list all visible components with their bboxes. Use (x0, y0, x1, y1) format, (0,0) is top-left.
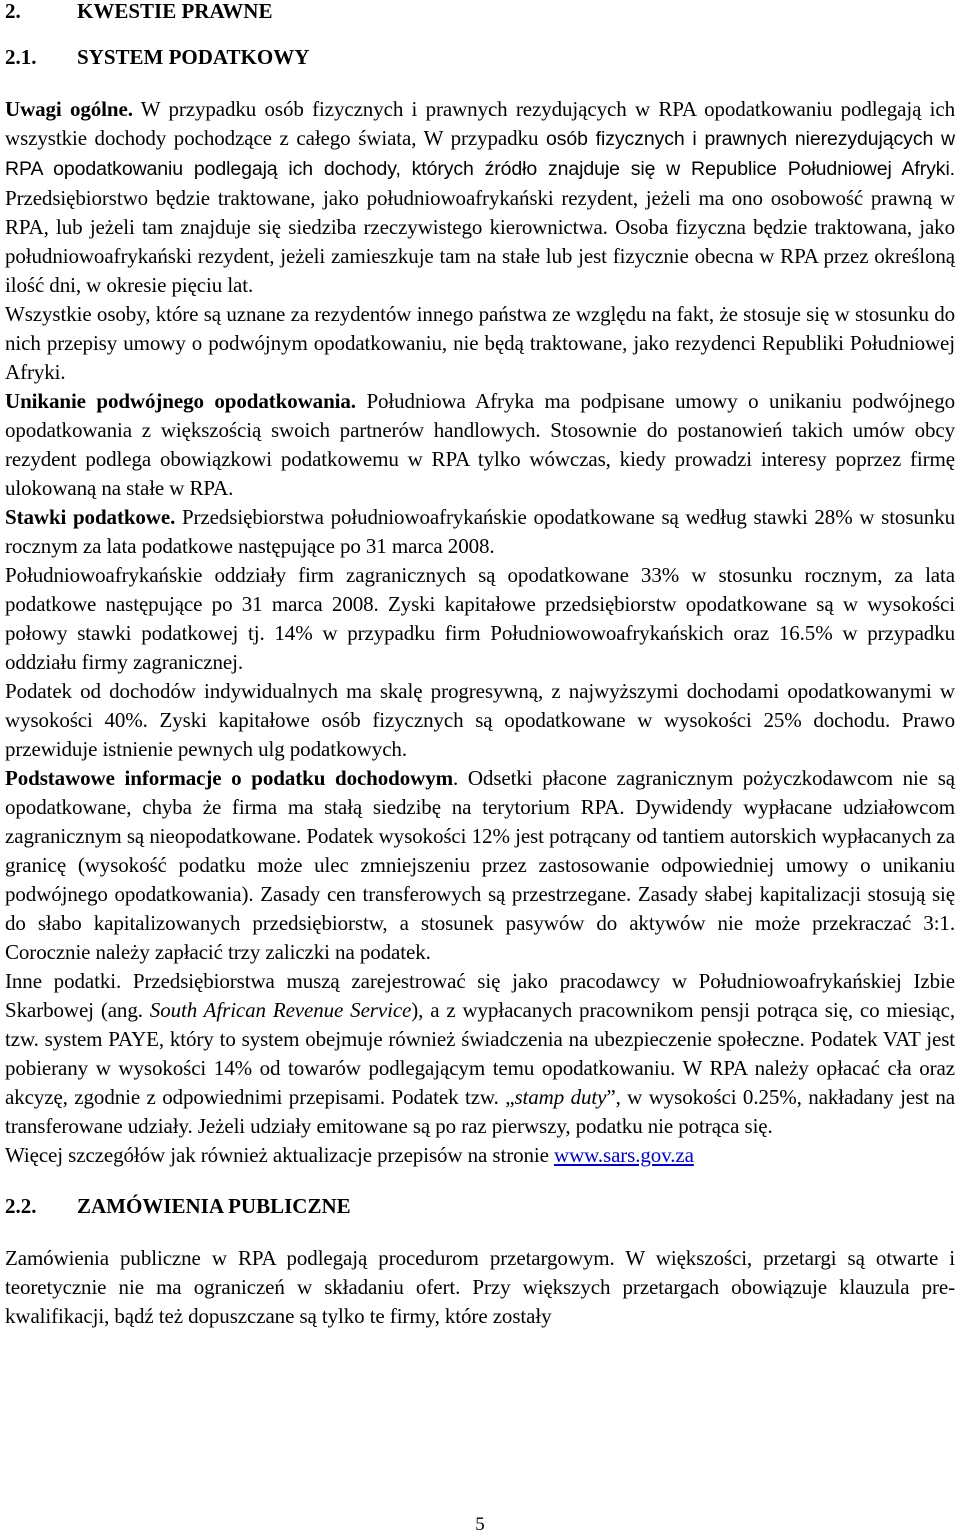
paragraph-income-tax: Podatek od dochodów indywidualnych ma skalę progresywną, z najwyższymi dochodami opodatkowanymi w wysokości 40%. Zyski kapitałowe osób fizycznych są opodatkowane w wysokości 25% dochodu. Prawo przewiduje istnienie pewnych ulg podatkowych. (5, 679, 955, 761)
basic-info-label: Podstawowe informacje o podatku dochodowym (5, 766, 454, 790)
general-text-4: Osoba fizyczna będzie traktowana, jako południowoafrykański rezydent, jeżeli zamieszkuje tam na stałe lub jest fizycznie obecna w RPA przez określoną ilość dni, w okresie pięciu lat. (5, 215, 955, 297)
section-number: 2.2. (5, 1194, 37, 1218)
other-taxes-text-3: ”, w wysokości 0.25%, nakładany jest na transferowane udziały. Jeżeli udziały emitowane są po raz pierwszy, podatku nie potrąca się. (5, 1085, 955, 1138)
paragraph-procurement: Zamówienia publiczne w RPA podlegają procedurom przetargowym. W większości, przetargi są otwarte i teoretycznie nie ma ograniczeń w składaniu ofert. Przy większych przetargach obowiązuje klauzula pre-kwalifikacji, bądź też dopuszczane są tylko te firmy, które zostały (5, 1246, 955, 1328)
section-number: 2.1. (5, 45, 37, 69)
double-tax-label: Unikanie podwójnego opodatkowania. (5, 389, 356, 413)
general-label: Uwagi ogólne. (5, 97, 133, 121)
page-number: 5 (475, 1514, 485, 1535)
section-heading-2-2 (5, 1192, 955, 1221)
section-title: SYSTEM PODATKOWY (77, 45, 310, 69)
paragraph-basic-info (5, 764, 955, 967)
rates-label: Stawki podatkowe. (5, 505, 176, 529)
paragraph-treaty-note: Wszystkie osoby, które są uznane za rezydentów innego państwa ze względu na fakt, że stosuje się w stosunku do nich przepisy umowy o podwójnym opodatkowaniu, nie będą traktowane, jako rezydenci Republiki Południowej Afryki. (5, 302, 955, 384)
stamp-duty-term: stamp duty (514, 1085, 607, 1109)
sars-website-link[interactable]: www.sars.gov.za (554, 1143, 694, 1167)
general-text-1: W przypadku osób fizycznych i prawnych rezydujących w RPA opodatkowaniu podlegają ich wszystkie dochody pochodzące z całego świata, W przypadku (5, 97, 956, 150)
section-title: KWESTIE PRAWNE (77, 0, 273, 23)
section-title: ZAMÓWIENIA PUBLICZNE (77, 1194, 351, 1218)
rates-text: Przedsiębiorstwa południowoafrykańskie opodatkowane są według stawki 28% w stosunku rocznym za lata podatkowe następujące po 31 marca 2008. (5, 505, 955, 558)
basic-info-text: . Odsetki płacone zagranicznym pożyczkodawcom nie są opodatkowane, chyba że firma ma stałą siedzibę na terytorium RPA. Dywidendy wypłacane udziałowcom zagranicznym są nieopodatkowane. Podatek wysokości 12% jest potrącany od tantiem autorskich wypłacanych za granicę (wysokość podatku może ulec zmniejszeniu przez zastosowanie odpowiedniej umowy o unikaniu podwójnego opodatkowania). Zasady cen transferowych są przestrzegane. Zasady słabej kapitalizacji stosują się do słabo kapitalizowanych przedsiębiorstw, a stosunek pasywów do aktywów nie może przekraczać 3:1. Corocznie należy zapłacić trzy zaliczki na podatek. (5, 766, 955, 964)
general-text-2: osób fizycznych i prawnych nierezydujących w RPA opodatkowaniu podlegają ich dochody, których źródło znajduje się w Republice Południowej Afryki. (5, 128, 955, 180)
section-heading-2 (5, 0, 955, 26)
paragraph-general-remarks (5, 95, 955, 300)
document-page (5, 0, 955, 1331)
more-info-text: Więcej szczegółów jak również aktualizacje przepisów na stronie (5, 1143, 555, 1167)
general-text-3: Przedsiębiorstwo będzie traktowane, jako południowoafrykański rezydent, jeżeli ma ono osobowość prawną w RPA, lub jeżeli tam znajduje się siedziba rzeczywistego kierownictwa. (5, 186, 955, 239)
other-taxes-text-2: ), a z wypłacanych pracownikom pensji potrąca się, co miesiąc, tzw. system PAYE, który to system obejmuje również świadczenia na ubezpieczenie społeczne. Podatek VAT jest pobierany w wysokości 14% od towarów podlegającym temu opodatkowaniu. W RPA należy opłacać cła oraz akcyzę, zgodnie z odpowiednimi przepisami. Podatek tzw. „ (5, 998, 955, 1109)
sars-name: South African Revenue Service (149, 998, 412, 1022)
paragraph-double-taxation (5, 387, 955, 503)
section-heading-2-1 (5, 43, 955, 72)
double-tax-text: Południowa Afryka ma podpisane umowy o unikaniu podwójnego opodatkowania z większością swoich partnerów handlowych. Stosownie do postanowień takich umów obcy rezydent podlega obowiązkowi podatkowemu w RPA tylko wówczas, kiedy prowadzi interesy poprzez firmę ulokowaną na stałe w RPA. (5, 389, 955, 500)
paragraph-tax-rates (5, 503, 955, 561)
paragraph-more-info (5, 1141, 955, 1170)
paragraph-branches: Południowoafrykańskie oddziały firm zagranicznych są opodatkowane 33% w stosunku rocznym, za lata podatkowe następujące po 31 marca 2008. Zyski kapitałowe przedsiębiorstw opodatkowane są w wysokości połowy stawki podatkowej tj. 14% w przypadku firm Południowowoafrykańskich oraz 16.5% w przypadku oddziału firmy zagranicznej. (5, 563, 955, 674)
paragraph-other-taxes (5, 967, 955, 1141)
section-number: 2. (5, 0, 21, 23)
other-taxes-text-1: Inne podatki. Przedsiębiorstwa muszą zarejestrować się jako pracodawcy w Południowoafrykańskiej Izbie Skarbowej (ang. (5, 969, 955, 1022)
